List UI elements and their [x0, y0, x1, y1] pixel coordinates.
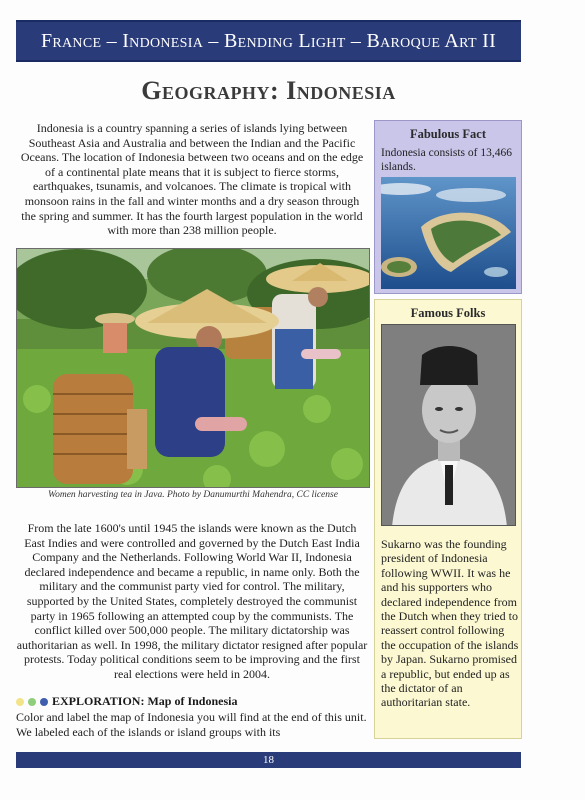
tea-harvest-photo — [16, 248, 370, 488]
famous-folks-text: Sukarno was the founding president of Indonesia following WWII. It was he and his supporters who declared independence from the Dutch when they tried to reassert control following the occupation of the islands by Japan. Sukarno promised a republic, but ended up as the dictator of an authoritarian state. — [381, 537, 519, 710]
sukarno-portrait — [381, 324, 516, 526]
famous-folks-title: Famous Folks — [410, 306, 486, 320]
yellow-dot-icon — [16, 698, 24, 706]
photo-caption: Women harvesting tea in Java. Photo by Danumurthi Mahendra, CC license — [48, 490, 338, 500]
page-number: 18 — [263, 754, 274, 766]
tea-harvest-illustration — [17, 249, 370, 488]
exploration-text: Color and label the map of Indonesia you will find at the end of this unit. We labeled each of the islands or island groups with its — [16, 710, 367, 739]
island-aerial-image — [381, 177, 516, 289]
top-banner — [16, 20, 521, 62]
portrait-illustration — [382, 325, 516, 526]
intro-paragraph: Indonesia is a country spanning a series of islands lying between Southeast Asia and Australia and between the Indian and the Pacific Oceans. The location of Indonesia between two oceans and on the edge of a continental plate means that it is subject to fierce storms, earthquakes, tsunamis, and volcanoes. The climate is tropical with monsoon rains in the fall and winter months and a dry season through the spring and summer. It has the fourth largest population in the world with more than 238 million people. — [20, 121, 364, 238]
history-paragraph: From the late 1600's until 1945 the islands were known as the Dutch East Indies and were controlled and governed by the Dutch East India Company and the Netherlands. Following World War II, Indonesia declared independence and became a republic, in name only. Both the military and the communist party vied for control. The military, supported by the United States, completely destroyed the communist party in 1965 following an attempted coup by the communists. The conflict killed over 500,000 people. The military dictatorship was authoritarian as well. In 1998, the military dictator resigned after popular protests. Today political conditions seem to be improving and the first real elections were held in 2004. — [16, 521, 368, 681]
fabulous-fact-box — [374, 120, 522, 294]
banner-title: France – Indonesia – Bending Light – Baroque Art II — [40, 29, 497, 52]
page-title: Geography: Indonesia — [141, 76, 396, 105]
famous-folks-box — [374, 299, 522, 739]
exploration-title: EXPLORATION: Map of Indonesia — [52, 694, 238, 708]
fabulous-fact-text: Indonesia consists of 13,466 islands. — [381, 147, 512, 173]
exploration-section — [16, 694, 370, 739]
green-dot-icon — [28, 698, 36, 706]
fabulous-fact-title: Fabulous Fact — [409, 127, 487, 141]
island-aerial-illustration — [381, 177, 516, 289]
page-footer — [16, 752, 521, 768]
blue-dot-icon — [40, 698, 48, 706]
exploration-heading — [16, 694, 370, 709]
